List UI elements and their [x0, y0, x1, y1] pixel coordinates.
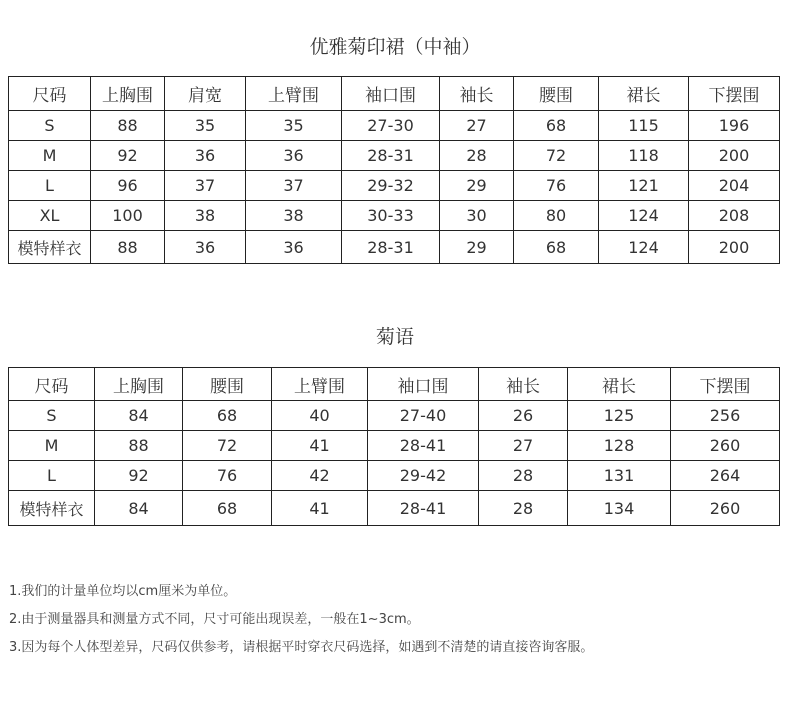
- table-cell: 28-41: [368, 491, 479, 526]
- note-line: 1.我们的计量单位均以cm厘米为单位。: [9, 584, 237, 599]
- table-row: [9, 111, 780, 141]
- table-cell: 40: [272, 401, 368, 431]
- table-cell: 196: [689, 111, 780, 141]
- model-sample-label: 模特样衣: [9, 491, 95, 526]
- table-cell: 256: [671, 401, 780, 431]
- table-cell: 42: [272, 461, 368, 491]
- table-cell: 134: [568, 491, 671, 526]
- table-cell: 84: [95, 401, 183, 431]
- table-cell: 80: [514, 201, 599, 231]
- model-sample-row: [9, 491, 780, 526]
- table-cell: 38: [246, 201, 342, 231]
- size-cell: L: [9, 461, 95, 491]
- table-cell: 200: [689, 231, 780, 264]
- table-row: [9, 461, 780, 491]
- table-cell: 84: [95, 491, 183, 526]
- header-cell: 袖长: [479, 368, 568, 401]
- header-cell: 袖口围: [368, 368, 479, 401]
- table-cell: 35: [165, 111, 246, 141]
- model-sample-row: [9, 231, 780, 264]
- header-cell: 裙长: [568, 368, 671, 401]
- table-row: [9, 141, 780, 171]
- table-cell: 88: [91, 231, 165, 264]
- header-cell: 上胸围: [95, 368, 183, 401]
- table-cell: 27: [440, 111, 514, 141]
- table-cell: 88: [91, 111, 165, 141]
- table-cell: 76: [514, 171, 599, 201]
- header-cell: 袖长: [440, 77, 514, 111]
- size-cell: S: [9, 401, 95, 431]
- model-sample-label: 模特样衣: [9, 231, 91, 264]
- size-cell: M: [9, 431, 95, 461]
- table-cell: 68: [514, 111, 599, 141]
- table-cell: 96: [91, 171, 165, 201]
- header-cell: 肩宽: [165, 77, 246, 111]
- header-cell: 腰围: [183, 368, 272, 401]
- table-cell: 92: [91, 141, 165, 171]
- table-cell: 264: [671, 461, 780, 491]
- table-cell: 38: [165, 201, 246, 231]
- table-cell: 27-30: [342, 111, 440, 141]
- table-cell: 92: [95, 461, 183, 491]
- table-cell: 88: [95, 431, 183, 461]
- header-row: [9, 368, 780, 401]
- table-cell: 28-31: [342, 141, 440, 171]
- table-cell: 41: [272, 431, 368, 461]
- table-cell: 68: [514, 231, 599, 264]
- size-table-1: [8, 76, 780, 264]
- header-cell: 裙长: [599, 77, 689, 111]
- table-cell: 200: [689, 141, 780, 171]
- table2-title: 菊语: [375, 326, 414, 348]
- header-cell: 上臂围: [246, 77, 342, 111]
- table-cell: 30-33: [342, 201, 440, 231]
- table-cell: 128: [568, 431, 671, 461]
- table-cell: 260: [671, 491, 780, 526]
- header-cell: 下摆围: [671, 368, 780, 401]
- note-line: 2.由于测量器具和测量方式不同，尺寸可能出现误差，一般在1~3cm。: [9, 612, 420, 627]
- table-cell: 208: [689, 201, 780, 231]
- table-cell: 36: [246, 141, 342, 171]
- header-cell: 袖口围: [342, 77, 440, 111]
- table-cell: 37: [165, 171, 246, 201]
- table-cell: 28-41: [368, 431, 479, 461]
- table-cell: 29: [440, 231, 514, 264]
- table-cell: 28-31: [342, 231, 440, 264]
- size-table-2: [8, 367, 780, 526]
- notes: [9, 583, 593, 667]
- table-cell: 72: [183, 431, 272, 461]
- table-cell: 36: [165, 141, 246, 171]
- table-cell: 35: [246, 111, 342, 141]
- table-cell: 29-32: [342, 171, 440, 201]
- table-cell: 27: [479, 431, 568, 461]
- table-cell: 30: [440, 201, 514, 231]
- header-cell: 尺码: [9, 368, 95, 401]
- table-cell: 68: [183, 401, 272, 431]
- table-cell: 41: [272, 491, 368, 526]
- header-cell: 上臂围: [272, 368, 368, 401]
- table-cell: 72: [514, 141, 599, 171]
- table-cell: 36: [165, 231, 246, 264]
- size-cell: XL: [9, 201, 91, 231]
- table-cell: 118: [599, 141, 689, 171]
- table-cell: 100: [91, 201, 165, 231]
- table-cell: 121: [599, 171, 689, 201]
- header-cell: 腰围: [514, 77, 599, 111]
- size-cell: S: [9, 111, 91, 141]
- table-row: [9, 401, 780, 431]
- table-cell: 28: [479, 461, 568, 491]
- table1-title: 优雅菊印裙（中袖）: [309, 36, 481, 58]
- table-row: [9, 201, 780, 231]
- table-cell: 124: [599, 201, 689, 231]
- header-cell: 上胸围: [91, 77, 165, 111]
- header-row: [9, 77, 780, 111]
- note-line: 3.因为每个人体型差异，尺码仅供参考，请根据平时穿衣尺码选择，如遇到不清楚的请直接咨询客服。: [9, 640, 594, 655]
- table-cell: 26: [479, 401, 568, 431]
- table-row: [9, 171, 780, 201]
- table-row: [9, 431, 780, 461]
- table-cell: 29: [440, 171, 514, 201]
- header-cell: 尺码: [9, 77, 91, 111]
- table-cell: 28: [440, 141, 514, 171]
- table-cell: 29-42: [368, 461, 479, 491]
- table-cell: 124: [599, 231, 689, 264]
- table-cell: 260: [671, 431, 780, 461]
- table-cell: 68: [183, 491, 272, 526]
- size-cell: M: [9, 141, 91, 171]
- table-cell: 125: [568, 401, 671, 431]
- table-cell: 27-40: [368, 401, 479, 431]
- table-cell: 115: [599, 111, 689, 141]
- header-cell: 下摆围: [689, 77, 780, 111]
- table-cell: 37: [246, 171, 342, 201]
- table-cell: 28: [479, 491, 568, 526]
- table-cell: 36: [246, 231, 342, 264]
- table-cell: 204: [689, 171, 780, 201]
- size-cell: L: [9, 171, 91, 201]
- table-cell: 76: [183, 461, 272, 491]
- table-cell: 131: [568, 461, 671, 491]
